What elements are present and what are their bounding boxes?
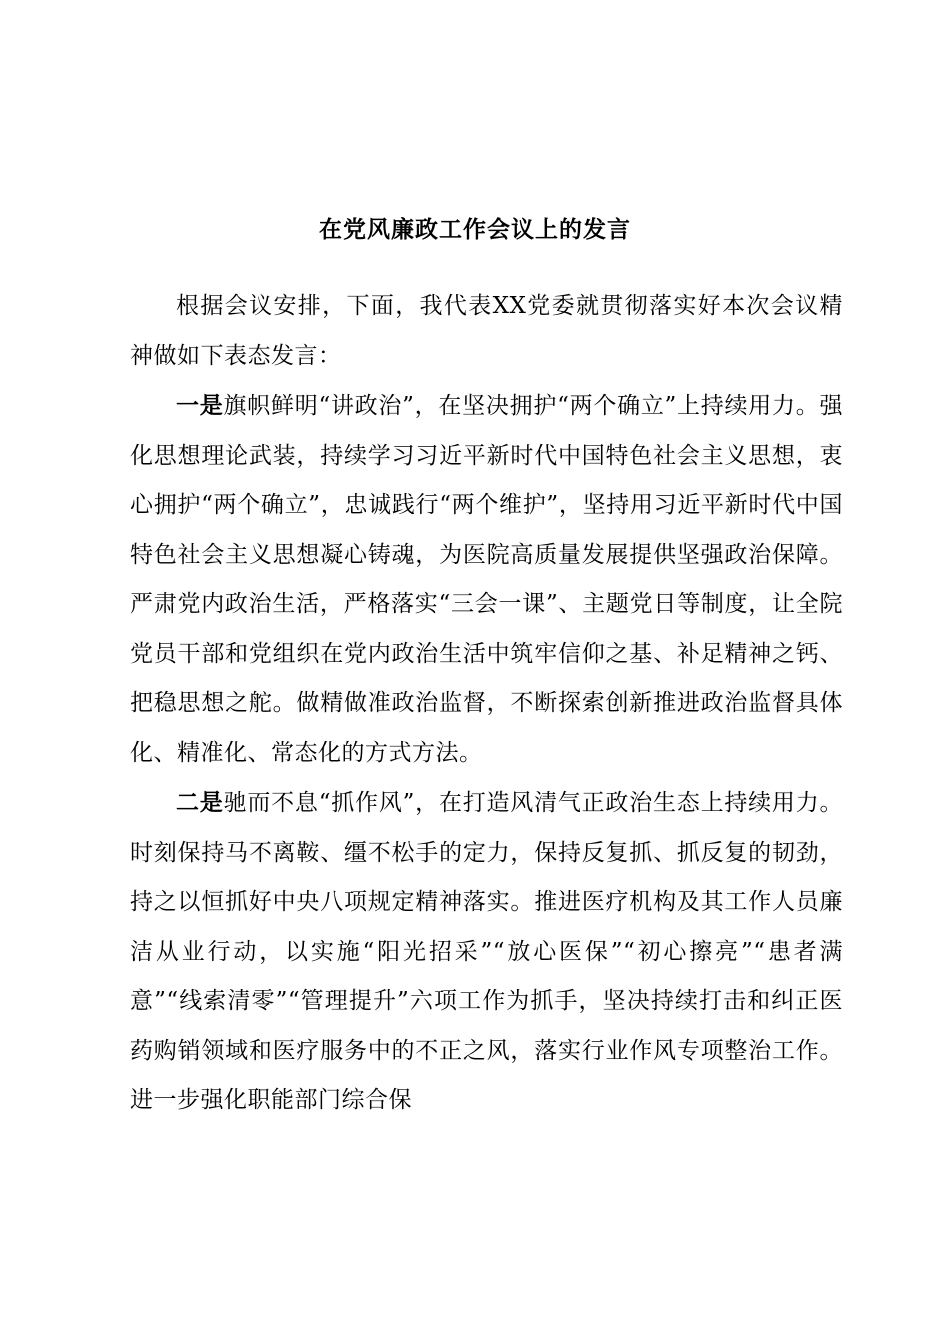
point-lead-1: 一是: [176, 392, 224, 419]
document-body: [130, 282, 843, 1126]
intro-paragraph: 根据会议安排，下面，我代表XX党委就贯彻落实好本次会议精神做如下表态发言：: [130, 293, 843, 369]
point-text-1: 旗帜鲜明“讲政治”，在坚决拥护“两个确立”上持续用力。强化思想理论武装，持续学习习近平新时代中国特色社会主义思想，衷心拥护“两个确立”，忠诚践行“两个维护”，坚持用习近平新时代中国特色社会主义思想凝心铸魂，为医院高质量发展提供坚强政治保障。严肃党内政治生活，严格落实“三会一课”、主题党日等制度，让全院党员干部和党组织在党内政治生活中筑牢信仰之基、补足精神之钙、把稳思想之舵。做精做准政治监督，不断探索创新推进政治监督具体化、精准化、常态化的方式方法。: [130, 393, 843, 766]
point-paragraph-2: [130, 778, 843, 1126]
page-title: 在党风廉政工作会议上的发言: [319, 216, 631, 243]
point-text-2: 驰而不息“抓作风”，在打造风清气正政治生态上持续用力。时刻保持马不离鞍、缰不松手的定力，保持反复抓、抓反复的韧劲，持之以恒抓好中央八项规定精神落实。推进医疗机构及其工作人员廉洁从业行动，以实施“阳光招采”“放心医保”“初心擦亮”“患者满意”“线索清零”“管理提升”六项工作为抓手，坚决持续打击和纠正医药购销领域和医疗服务中的不正之风，落实行业作风专项整治工作。进一步强化职能部门综合保: [130, 790, 843, 1113]
point-lead-2: 二是: [176, 789, 224, 816]
point-paragraph-1: [130, 381, 843, 778]
